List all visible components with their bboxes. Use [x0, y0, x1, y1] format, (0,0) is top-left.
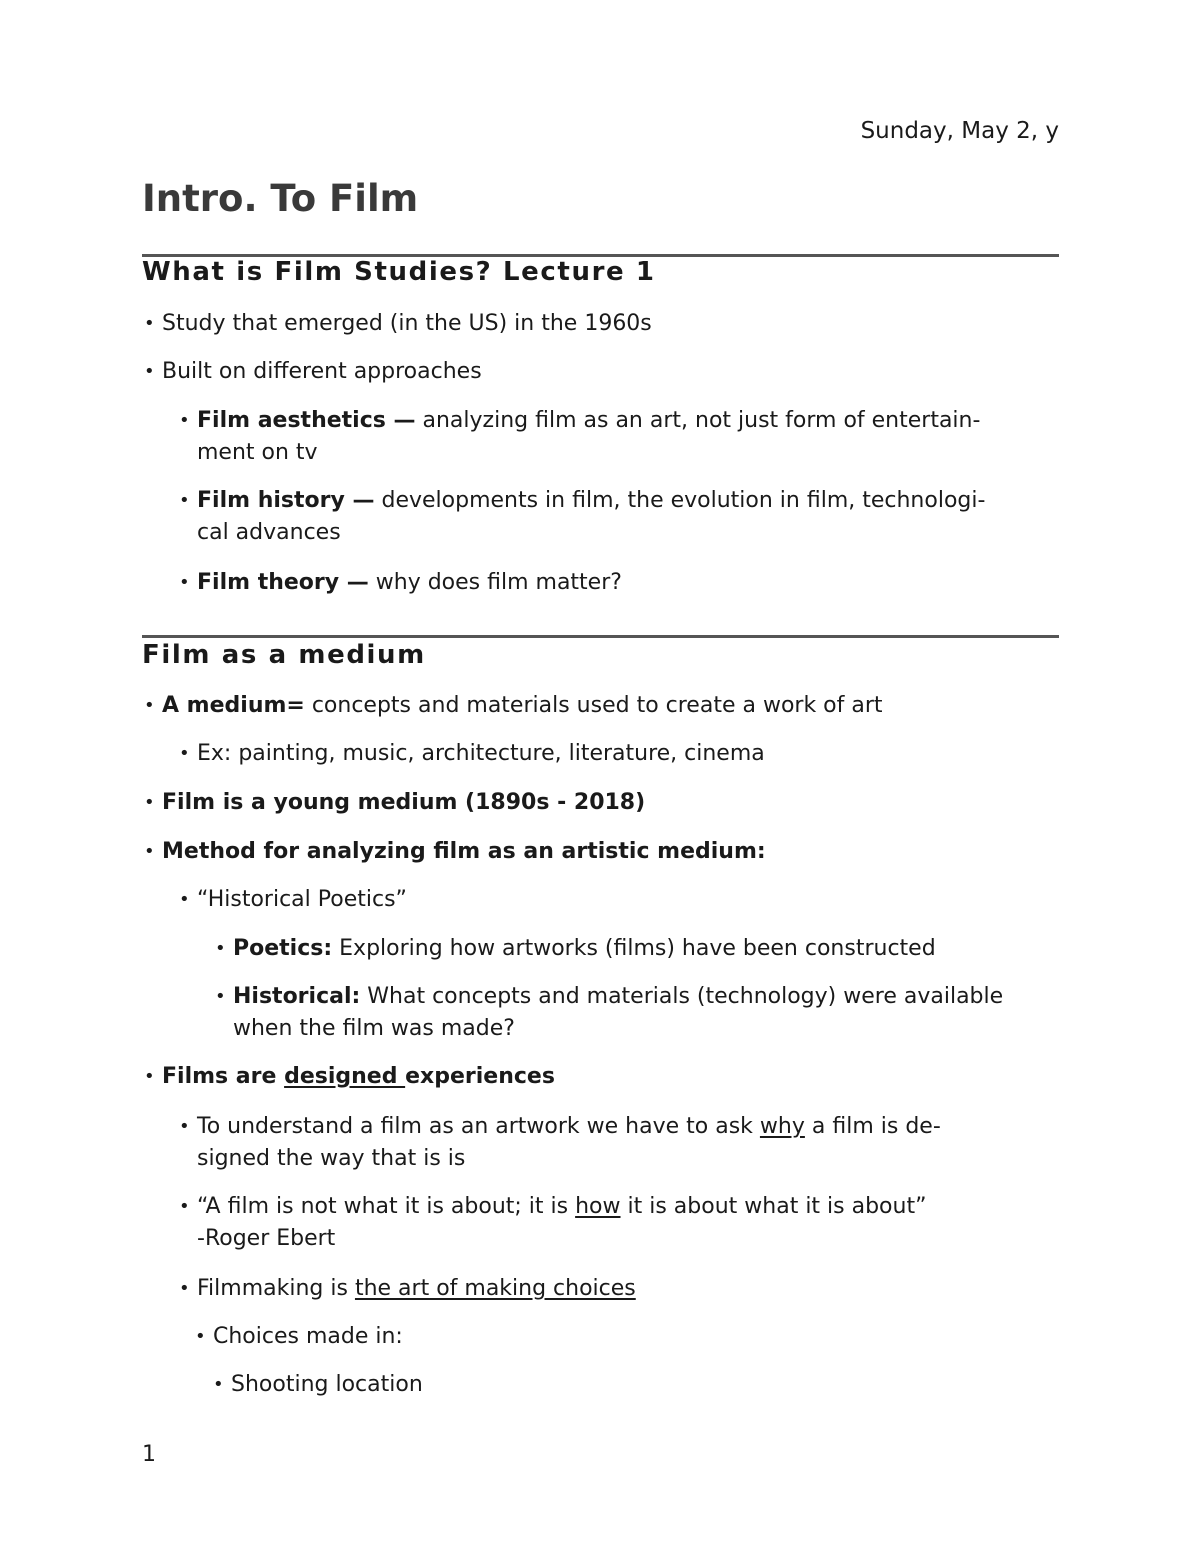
bullet-icon: • [144, 792, 155, 813]
bullet-icon: • [144, 841, 155, 862]
bullet-icon: • [179, 410, 190, 431]
list-item: • Filmmaking is the art of making choices [197, 1273, 1077, 1305]
list-item: • Historical: What concepts and materials (technology) were available when the film was made? [233, 981, 1113, 1045]
document-title: Intro. To Film [142, 177, 419, 220]
list-item: • Shooting location [231, 1369, 1111, 1401]
list-item: • Films are designed experiences [162, 1061, 1042, 1093]
list-item: • Choices made in: [213, 1321, 1093, 1353]
bullet-icon: • [179, 1116, 190, 1137]
list-item: • Built on different approaches [162, 356, 1042, 388]
list-item: • Film is a young medium (1890s - 2018) [162, 787, 1042, 819]
list-item: • To understand a film as an artwork we have to ask why a film is de- signed the way that is is [197, 1111, 1077, 1175]
bullet-icon: • [179, 889, 190, 910]
bullet-icon: • [144, 695, 155, 716]
bullet-icon: • [144, 313, 155, 334]
bullet-icon: • [144, 361, 155, 382]
bullet-icon: • [195, 1326, 206, 1347]
list-item: • Poetics: Exploring how artworks (films) have been constructed [233, 933, 1113, 965]
bullet-icon: • [144, 1066, 155, 1087]
list-item: • Study that emerged (in the US) in the 1960s [162, 308, 1042, 340]
bullet-icon: • [179, 743, 190, 764]
page-number: 1 [142, 1442, 156, 1467]
list-item: • Film aesthetics — analyzing film as an art, not just form of entertain- ment on tv [197, 405, 1077, 469]
list-item: • Film history — developments in film, the evolution in film, technologi- cal advances [197, 485, 1077, 549]
bullet-icon: • [179, 1278, 190, 1299]
bullet-icon: • [179, 490, 190, 511]
list-item: • “Historical Poetics” [197, 884, 1077, 916]
list-item: • A medium= concepts and materials used to create a work of art [162, 690, 1042, 722]
list-item: • Ex: painting, music, architecture, literature, cinema [197, 738, 1077, 770]
section-heading: What is Film Studies? Lecture 1 [142, 257, 656, 287]
section-divider [142, 635, 1059, 638]
list-item: • “A film is not what it is about; it is how it is about what it is about” -Roger Ebert [197, 1191, 1077, 1255]
list-item: • Film theory — why does film matter? [197, 567, 1077, 599]
bullet-icon: • [213, 1374, 224, 1395]
bullet-icon: • [179, 1196, 190, 1217]
bullet-icon: • [215, 938, 226, 959]
date-header: Sunday, May 2, y [860, 118, 1059, 144]
bullet-icon: • [179, 572, 190, 593]
list-item: • Method for analyzing film as an artistic medium: [162, 836, 1042, 868]
bullet-icon: • [215, 986, 226, 1007]
section-heading: Film as a medium [142, 640, 426, 670]
